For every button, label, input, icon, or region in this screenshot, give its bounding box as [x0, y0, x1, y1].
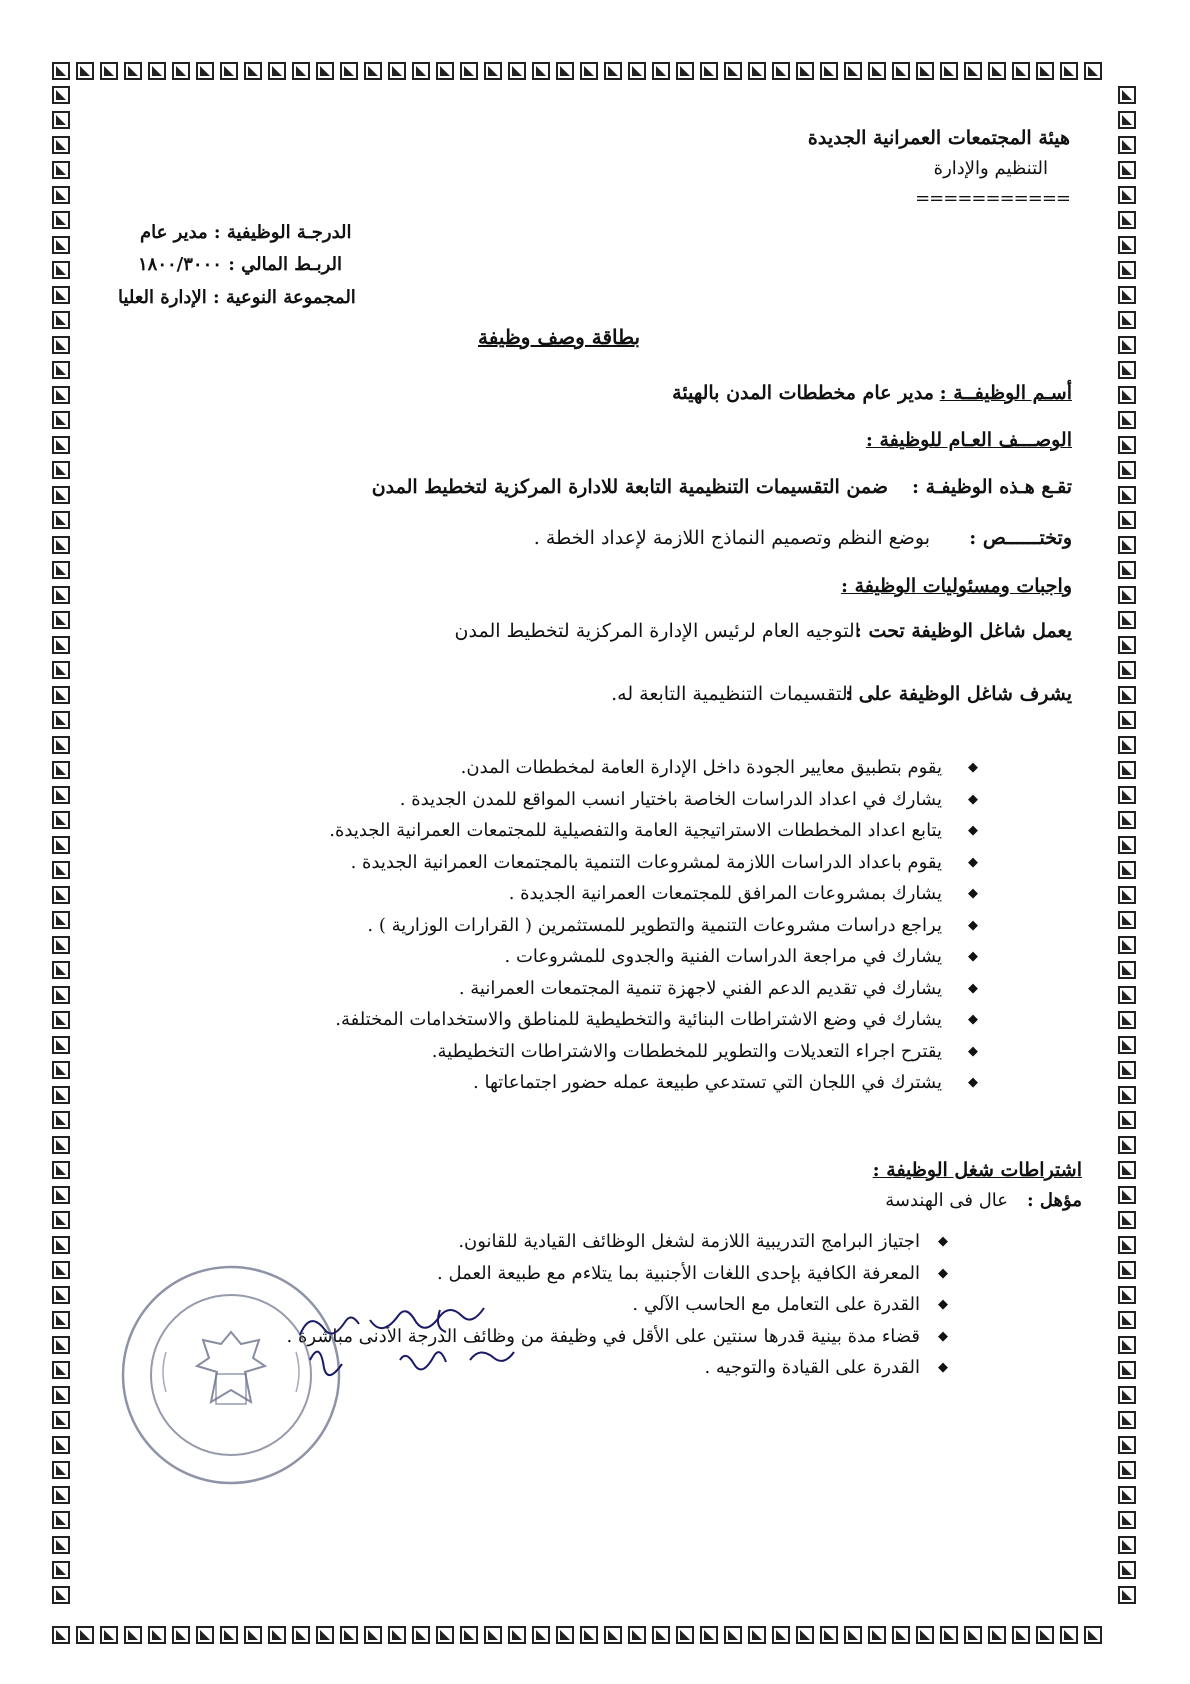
- list-item: ◆ القدرة على القيادة والتوجيه .: [160, 1352, 920, 1384]
- list-item: ◆ يشارك في وضع الاشتراطات البنائية والتخطيطية للمناطق والاستخدامات المختلفة.: [222, 1004, 942, 1036]
- list-item: ◆ يقوم بتطبيق معايير الجودة داخل الإدارة العامة لمخططات المدن.: [222, 752, 942, 784]
- supervises-value: التقسيمات التنظيمية التابعة له.: [611, 683, 853, 705]
- list-item: ◆ يقترح اجراء التعديلات والتطوير للمخططات والاشتراطات التخطيطية.: [222, 1036, 942, 1068]
- page-title: بطاقة وصف وظيفة: [478, 325, 641, 349]
- job-name-value: مدير عام مخططات المدن بالهيئة: [672, 382, 934, 404]
- list-item: ◆ اجتياز البرامج التدريبية اللازمة لشغل الوظائف القيادية للقانون.: [160, 1226, 920, 1258]
- org-name: هيئة المجتمعات العمرانية الجديدة: [807, 127, 1070, 149]
- list-item: ◆ يشترك في اللجان التي تستدعي طبيعة عمله حضور اجتماعاتها .: [222, 1067, 942, 1099]
- list-item: ◆ يراجع دراسات مشروعات التنمية والتطوير للمستثمرين ( القرارات الوزارية ) .: [222, 910, 942, 942]
- located-label: تقـع هـذه الوظيفـة :: [911, 476, 1072, 498]
- salary: الربـط المالي : ١٨٠٠/٣٠٠٠: [138, 254, 343, 275]
- duties-label: واجبات ومسئوليات الوظيفة :: [840, 575, 1072, 597]
- list-item: ◆ يشارك في اعداد الدراسات الخاصة باختيار انسب المواقع للمدن الجديدة .: [222, 784, 942, 816]
- requirements-title: اشتراطات شغل الوظيفة :: [872, 1159, 1082, 1181]
- duties-list: [222, 752, 942, 1099]
- works-under-label: يعمل شاغل الوظيفة تحت :: [854, 620, 1072, 642]
- job-name-label: أسـم الوظيفــة :: [939, 382, 1072, 404]
- list-item: ◆ المعرفة الكافية بإحدى اللغات الأجنبية بما يتلاءم مع طبيعة العمل .: [160, 1258, 920, 1290]
- general-description-label: الوصـــف العـام للوظيفة :: [865, 429, 1072, 451]
- works-under-value: التوجيه العام لرئيس الإدارة المركزية لتخطيط المدن: [454, 620, 860, 642]
- list-item: ◆ يشارك في مراجعة الدراسات الفنية والجدوى للمشروعات .: [222, 941, 942, 973]
- supervises-label: يشرف شاغل الوظيفة على :: [845, 683, 1072, 705]
- group: المجموعة النوعية : الإدارة العليا: [118, 287, 356, 308]
- list-item: ◆ القدرة على التعامل مع الحاسب الآلي .: [160, 1289, 920, 1321]
- header-divider: ===========: [915, 188, 1070, 209]
- handwritten-signature: [290, 1290, 530, 1390]
- grade: الدرجـة الوظيفية : مدير عام: [140, 222, 352, 243]
- list-item: ◆ يتابع اعداد المخططات الاستراتيجية العامة والتفصيلية للمجتمعات العمرانية الجديدة.: [222, 815, 942, 847]
- qualification-value: عال فى الهندسة: [885, 1190, 1008, 1211]
- specialize-label: وتختــــــص :: [969, 527, 1072, 549]
- located-value: ضمن التقسيمات التنظيمية التابعة للادارة المركزية لتخطيط المدن: [371, 476, 888, 498]
- list-item: ◆ قضاء مدة بينية قدرها سنتين على الأقل في وظيفة من وظائف الدرجة الأدنى مباشرة .: [160, 1321, 920, 1353]
- dept-name: التنظيم والإدارة: [933, 158, 1048, 179]
- list-item: ◆ يشارك بمشروعات المرافق للمجتمعات العمرانية الجديدة .: [222, 878, 942, 910]
- qualification-label: مؤهل :: [1027, 1190, 1082, 1211]
- list-item: ◆ يقوم باعداد الدراسات اللازمة لمشروعات التنمية بالمجتمعات العمرانية الجديدة .: [222, 847, 942, 879]
- list-item: ◆ يشارك في تقديم الدعم الفني لاجهزة تنمية المجتمعات العمرانية .: [222, 973, 942, 1005]
- specialize-value: بوضع النظم وتصميم النماذج اللازمة لإعداد الخطة .: [533, 527, 930, 549]
